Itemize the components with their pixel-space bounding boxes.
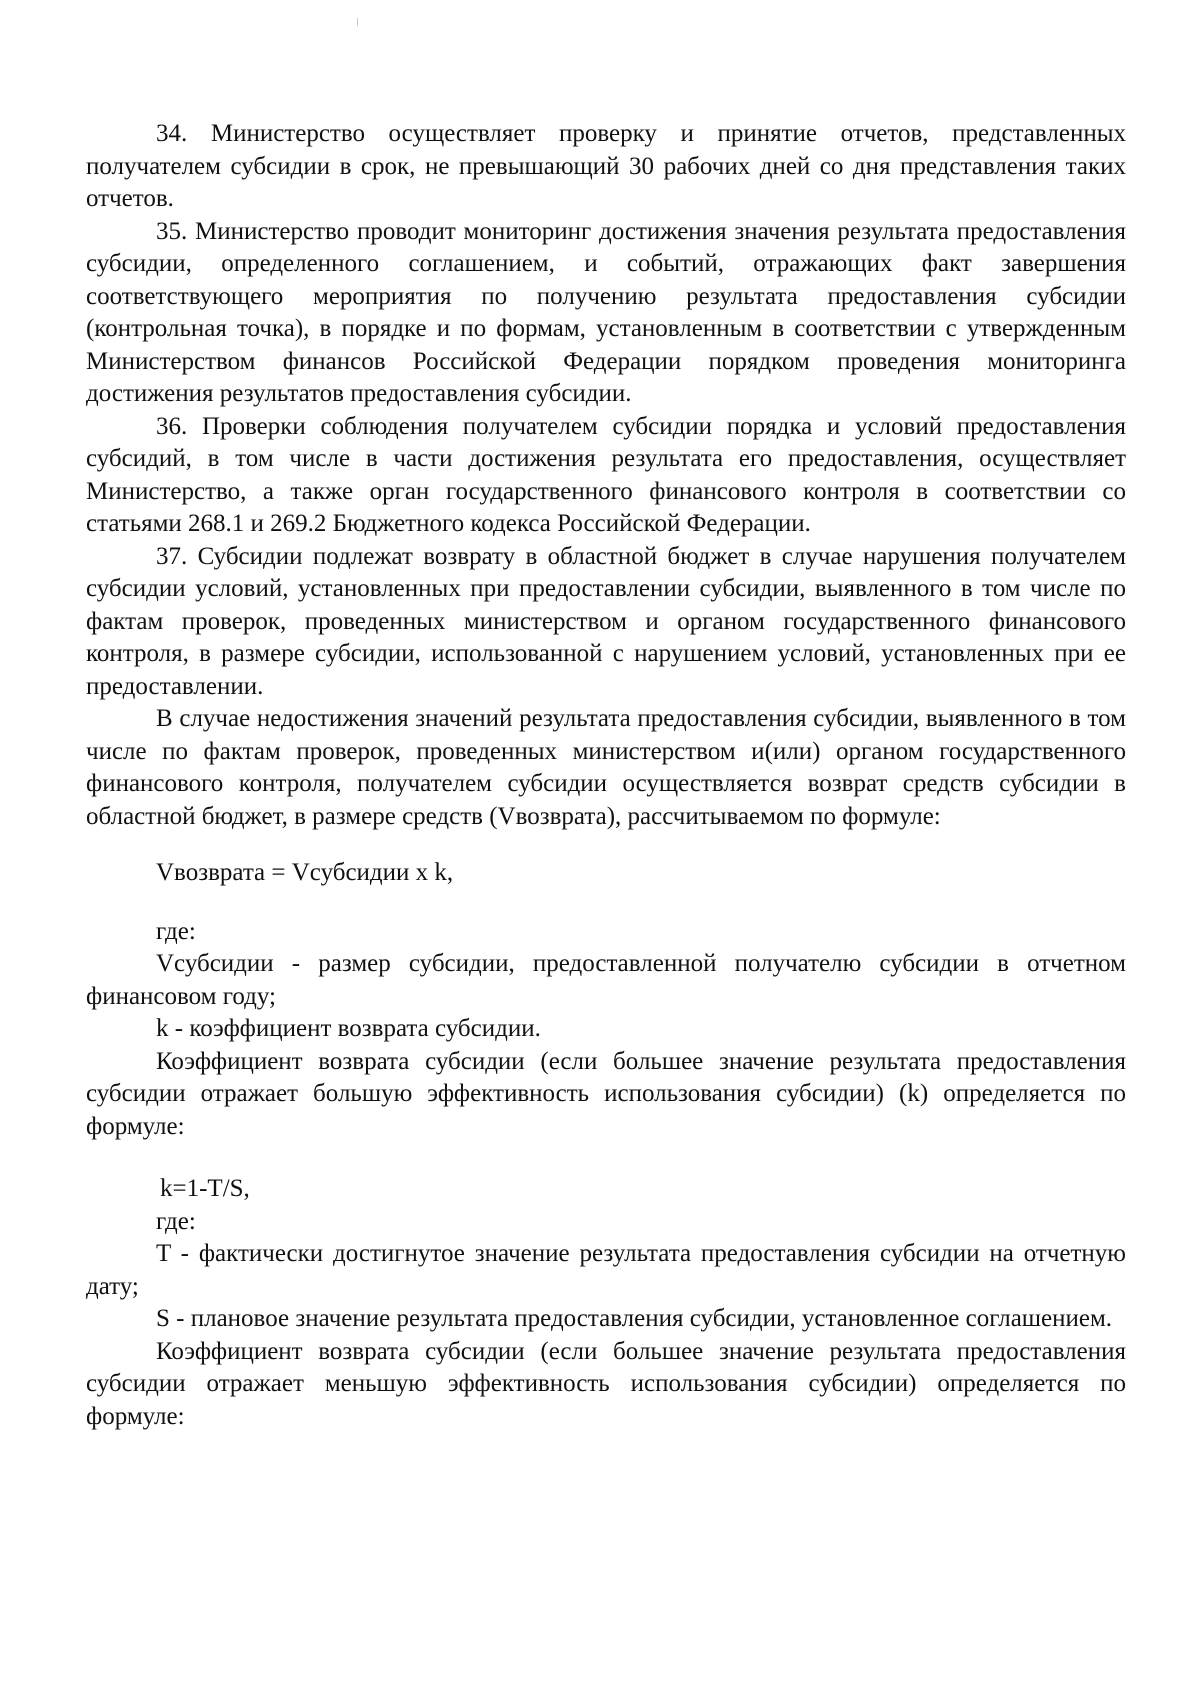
paragraph-37: 37. Субсидии подлежат возврату в областной бюджет в случае нарушения получателем субсидии условий, установленных при предоставлении субсидии, выявленного в том числе по фактам проверок, проведенных министерством и органом государственного финансового контроля, в размере субсидии, использованной с нарушением условий, установленных при ее предоставлении. (86, 542, 1126, 700)
where-label-2: где: (156, 1207, 196, 1235)
coefficient-intro-2: Коэффициент возврата субсидии (если большее значение результата предоставления субсидии отражает меньшую эффективность использования субсидии) определяется по формуле: (86, 1337, 1126, 1430)
formula-refund: Vвозврата = Vсубсидии x k, (156, 859, 454, 886)
where-label-1: где: (156, 917, 196, 945)
scan-mark (357, 18, 358, 26)
coefficient-intro-1: Коэффициент возврата субсидии (если большее значение результата предоставления субсидии отражает большую эффективность использования субсидии) (k) определяется по формуле: (86, 1047, 1126, 1140)
paragraph-34: 34. Министерство осуществляет проверку и принятие отчетов, представленных получателем субсидии в срок, не превышающий 30 рабочих дней со дня представления таких отчетов. (86, 120, 1126, 212)
definition-k: k - коэффициент возврата субсидии. (156, 1015, 541, 1042)
paragraph-35: 35. Министерство проводит мониторинг достижения значения результата предоставления субсидии, определенного соглашением, и событий, отражающих факт завершения соответствующего мероприятия по получению результата предоставления субсидии (контрольная точка), в порядке и по формам, установленным в соответствии с утвержденным Министерством финансов Российской Федерации порядком проведения мониторинга достижения результатов предоставления субсидии. (86, 217, 1126, 407)
document-page (86, 118, 1126, 1433)
definition-s: S - плановое значение результата предоставления субсидии, установленное соглашением. (156, 1305, 1113, 1332)
formula-k: k=1-T/S, (160, 1175, 250, 1202)
paragraph-36: 36. Проверки соблюдения получателем субсидии порядка и условий предоставления субсидий, в том числе в части достижения результата его предоставления, осуществляет Министерство, а также орган государственного финансового контроля в соответствии со статьями 268.1 и 269.2 Бюджетного кодекса Российской Федерации. (86, 412, 1126, 537)
definition-vsubsidy: Vсубсидии - размер субсидии, предоставленной получателю субсидии в отчетном финансовом году; (86, 950, 1126, 1010)
paragraph-shortfall: В случае недостижения значений результата предоставления субсидии, выявленного в том числе по фактам проверок, проведенных министерством и(или) органом государственного финансового контроля, получателем субсидии осуществляется возврат средств субсидии в областной бюджет, в размере средств (Vвозврата), рассчитываемом по формуле: (86, 705, 1126, 830)
definition-t: T - фактически достигнутое значение результата предоставления субсидии на отчетную дату; (86, 1240, 1126, 1300)
